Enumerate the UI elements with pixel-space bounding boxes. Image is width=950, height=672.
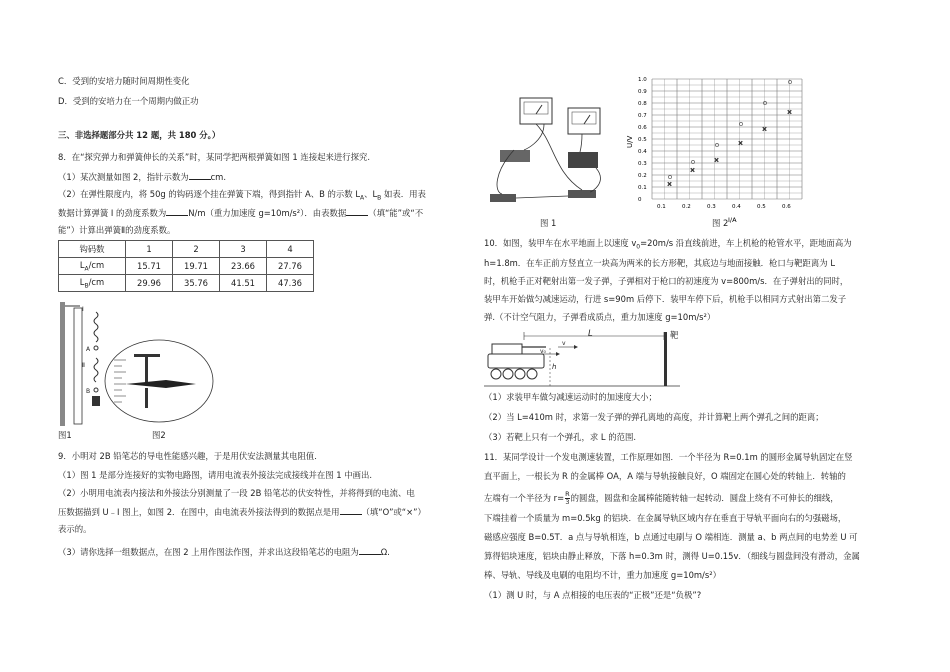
- ruler: [74, 308, 82, 424]
- pointer-stem: [145, 354, 148, 384]
- spring-data-table: [58, 240, 314, 292]
- table-cell: 27.76: [267, 258, 314, 275]
- q10-line3: 时，机枪手正对靶射出第一发子弹，子弹相对于枪口的初速度为 v=800m/s．在子弹射出的同时，: [484, 276, 849, 286]
- q10-line1: 10．如图，装甲车在水平地面上以速度 $v_0=20m/s$ 沿直线前进，车上机枪的枪管水平，距地面高为: [484, 238, 852, 251]
- table-cell: 4: [267, 241, 314, 258]
- data-point-circle: [788, 80, 791, 83]
- q9-part3: （3）请你选择一组数据点，在图 2 上用作图法作图，并求出这段铅笔芯的电阻为 Ω.: [58, 547, 390, 557]
- q8-part2-line2: 数据计算弹簧 I 的劲度系数为 N/m（重力加速度 g=10m/s²）．由表数据 （填“能”或“不: [58, 208, 424, 218]
- q10-line2: h=1.8m．在车正前方竖直立一块高为两米的长方形靶，其底边与地面接触．枪口与靶距离为 L: [484, 258, 836, 268]
- section-heading: 三、非选择题部分共 12 题，共 180 分。）: [58, 130, 221, 140]
- rheostat: [568, 152, 598, 168]
- pointer-a-hook: [94, 346, 98, 350]
- y-tick-label: 1.0: [638, 77, 647, 83]
- x-tick-label: 0.1: [657, 204, 666, 210]
- q9-stem: 9．小明对 2B 铅笔芯的导电性能感兴趣，于是用伏安法测量其电阻值．: [58, 451, 323, 461]
- q8-stem: 8．在“探究弹力和弹簧伸长的关系”时，某同学把两根弹簧如图 1 连接起来进行探究.: [58, 152, 371, 162]
- table-cell: 15.71: [126, 258, 173, 275]
- q11-line1: 11．某同学设计一个发电测速装置，工作原理如图．一个半径为 R=0.1m 的圆形金属导轨固定在竖: [484, 452, 853, 462]
- hook-weight: [92, 396, 100, 406]
- table-cell: 钩码数: [59, 241, 126, 258]
- table-cell: 41.51: [220, 275, 267, 292]
- table-cell: 47.36: [267, 275, 314, 292]
- right-fig2-label: 图 2: [712, 218, 729, 228]
- data-point-circle: [739, 122, 742, 125]
- fig1-mark-ii: Ⅱ: [82, 362, 85, 369]
- q10-part2: （2）当 L=410m 时，求第一发子弹的弹孔离地的高度，并计算靶上两个弹孔之间的距离；: [484, 412, 824, 422]
- data-point-cross: ×: [738, 140, 744, 147]
- fig2-label: 图2: [152, 430, 166, 440]
- table-row-label: $L_A/cm$: [59, 258, 126, 275]
- q9-part1: （1）图 1 是部分连接好的实物电路图，请用电流表外接法完成接线并在图 1 中画出.: [58, 470, 373, 480]
- x-tick-label: 0.6: [782, 204, 791, 210]
- fig1-mark-b: B: [86, 388, 91, 395]
- fig1-mark-i: I: [82, 306, 84, 313]
- spring-figure-2: [104, 338, 214, 424]
- spring-1: [94, 312, 98, 342]
- x-tick-label: 0.2: [682, 204, 691, 210]
- y-tick-label: 0.4: [638, 149, 647, 155]
- q9-part2-line2: 压数据描到 U﹣I 图上，如图 2．在图中，由电流表外接法得到的数据点是用 （填“O”或“×”）: [58, 507, 426, 517]
- fraction-r-over-3: $\frac{R}{3}$: [565, 490, 570, 506]
- y-tick-label: 0.5: [638, 137, 647, 143]
- q8-part1: （1）某次测量如图 2，指针示数为 cm.: [58, 172, 227, 182]
- q11-line2: 直平面上，一根长为 R 的金属棒 OA，A 端与导轨接触良好，O 端固定在圆心处的转轴上．转轴的: [484, 471, 846, 481]
- y-tick-label: 0.9: [638, 89, 647, 95]
- pointer-b-hook: [94, 388, 98, 392]
- table-cell: 35.76: [173, 275, 220, 292]
- option-c: C．受到的安培力随时间周期性变化: [58, 76, 190, 86]
- y-tick-label: 0.8: [638, 101, 647, 107]
- y-tick-label: 0.3: [638, 161, 647, 167]
- table-row-label: $L_B/cm$: [59, 275, 126, 292]
- table-cell: 29.96: [126, 275, 173, 292]
- fig-v-label: v: [562, 340, 566, 347]
- q10-part3: （3）若靶上只有一个弹孔，求 L 的范围.: [484, 432, 636, 442]
- fig1-mark-a: A: [86, 346, 91, 353]
- q9-part2-line1: （2）小明用电流表内接法和外接法分别测量了一段 2B 铅笔芯的伏安特性，并将得到的电流、电: [58, 488, 415, 498]
- y-tick-label: 0.7: [638, 113, 647, 119]
- q9-part2-line3: 表示的。: [58, 524, 92, 534]
- table-row: [59, 275, 314, 292]
- table-cell: 3: [220, 241, 267, 258]
- table-cell: 2: [173, 241, 220, 258]
- q11-line3: 左端有一个半径为 r= $\frac{R}{3}$ 的圆盘，圆盘和金属棒能随转轴一起转动．圆盘上绕有不可伸长的细线，: [484, 490, 839, 506]
- data-point-cross: ×: [787, 109, 793, 116]
- right-fig1-label: 图 1: [540, 218, 557, 228]
- y-tick-label: 0.1: [638, 185, 647, 191]
- data-point-cross: ×: [762, 126, 768, 133]
- battery: [490, 194, 516, 202]
- data-point-cross: ×: [667, 181, 673, 188]
- option-d: D．受到的安培力在一个周期内做正功: [58, 96, 199, 106]
- y-tick-label: 0.6: [638, 125, 647, 131]
- fig-h-label: h: [552, 363, 557, 371]
- data-point-cross: ×: [714, 157, 720, 164]
- data-point-cross: ×: [690, 167, 696, 174]
- q11-line4: 下端挂着一个质量为 m=0.5kg 的铝块．在金属导轨区域内存在垂直于导轨平面向右的匀强磁场，: [484, 513, 847, 523]
- table-cell: 19.71: [173, 258, 220, 275]
- q10-line5: 弹.（不计空气阻力，子弹看成质点，重力加速度 g=10m/s²）: [484, 312, 716, 322]
- data-point-circle: [668, 175, 671, 178]
- graph-ylabel: U/V: [626, 135, 634, 148]
- q11-line6: 算得铝块速度，铝块由静止释放，下落 h=0.3m 时，测得 U=0.15v．（细线与圆盘间没有滑动，金属: [484, 551, 860, 561]
- table-cell: 23.66: [220, 258, 267, 275]
- q11-line7: 棒、导轨、导线及电刷的电阻均不计，重力加速度 g=10m/s²）: [484, 570, 721, 580]
- tank-turret: [492, 344, 522, 354]
- x-tick-label: 0.3: [707, 204, 716, 210]
- graph-grid: [652, 79, 802, 199]
- table-row: [59, 258, 314, 275]
- y-tick-label: 0: [638, 197, 642, 203]
- x-tick-label: 0.4: [732, 204, 741, 210]
- data-points-circle: [668, 80, 791, 178]
- q10-part1: （1）求装甲车做匀减速运动时的加速度大小；: [484, 392, 657, 402]
- circuit-figure: [484, 92, 614, 212]
- q10-line4: 装甲车开始做匀减速运动，行进 s=90m 后停下．装甲车停下后，机枪手以相同方式射出第二发子: [484, 294, 847, 304]
- table-cell: 1: [126, 241, 173, 258]
- tank-wheels: [491, 369, 537, 379]
- graph-xlabel: I/A: [728, 216, 737, 224]
- pointer-stem-lower: [145, 388, 148, 408]
- q11-line5: 磁感应强度 B=0.5T．a 点与导轨相连，b 点通过电刷与 O 端相连．测量 a、b 两点间的电势差 U 可: [484, 532, 858, 542]
- q11-part1: （1）测 U 时，与 A 点相接的电压表的“正极”还是“负极”?: [484, 590, 702, 600]
- target-board: [664, 332, 667, 386]
- spring-2: [94, 358, 98, 382]
- tank-body: [488, 354, 544, 368]
- fig-v0-label: v₀: [540, 348, 546, 355]
- fig-target-label: 靶: [670, 330, 679, 340]
- table-header-row: [59, 241, 314, 258]
- fig-distance-l: L: [588, 328, 593, 338]
- support-stand: [60, 302, 65, 426]
- q8-part2-line3: 能”）计算出弹簧Ⅱ的劲度系数。: [58, 225, 176, 235]
- pencil-lead-holder: [500, 150, 530, 162]
- u-i-graph: [626, 74, 810, 224]
- q8-part2-line1: （2）在弹性限度内，将 50g 的钩码逐个挂在弹簧下端，得到指针 A、B 的示数 $L_A$、$L_B$ 如表．用表: [58, 189, 426, 202]
- x-tick-label: 0.5: [757, 204, 766, 210]
- y-tick-label: 0.2: [638, 173, 647, 179]
- fig1-label: 图1: [58, 430, 72, 440]
